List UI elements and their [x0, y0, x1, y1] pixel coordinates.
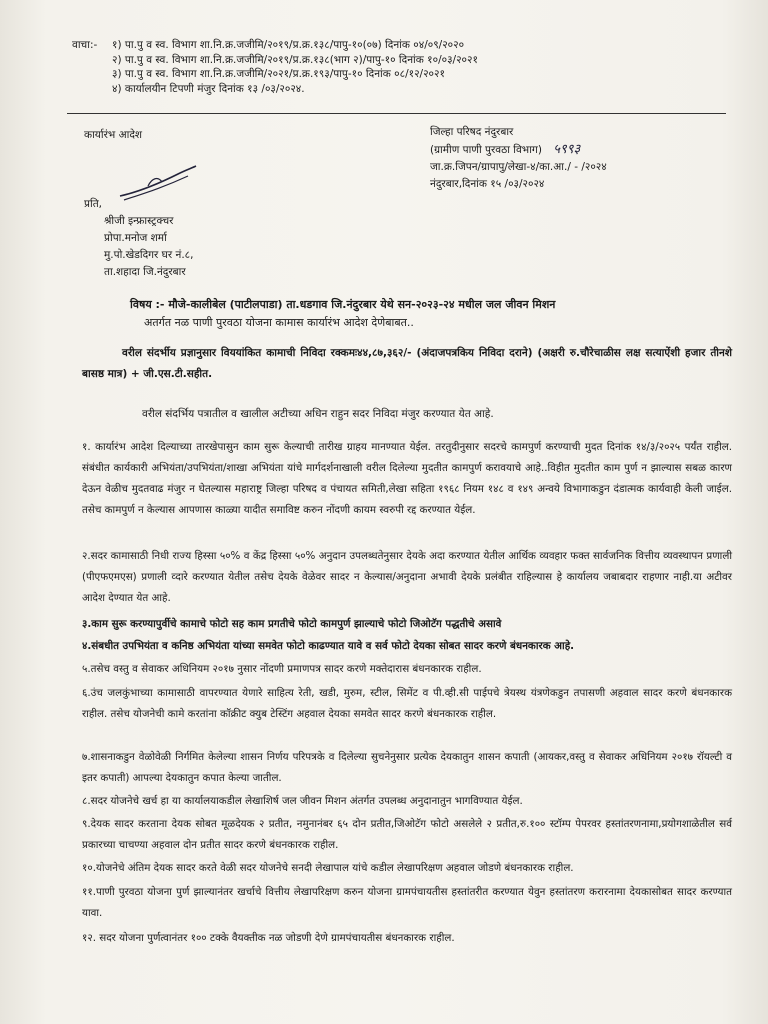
subject-line: विषय :- मौजे-कालीबेल (पाटीलपाडा) ता.धडगाव जि.नंदुरबार येथे सन-२०२३-२४ मधील जल जीवन मिशन [130, 298, 556, 311]
condition-item: ७.शासनाकडुन वेळोवेळी निर्गमित केलेल्या शासन निर्णय परिपत्रके व दिलेल्या सुचनेनुसार प्रत्येक देयकातुन शासन कपाती (आयकर,वस्तु व सेवाकर अधिनियम २०१७ रॉयल्टी व इतर कपाती) आपल्या देयकातुन कपात केल्या जातील. [82, 751, 732, 784]
condition-item: ८.सदर योजनेचे खर्च हा या कार्यालयाकडील लेखाशिर्ष जल जीवन मिशन अंतर्गत उपलब्ध अनुदानातुन भागविण्यात येईल. [82, 795, 523, 807]
condition-item: ५.तसेच वस्तु व सेवाकर अधिनियम २०१७ नुसार नोंदणी प्रमाणपत्र सादर करणे मक्तेदारास बंधनकारक राहील. [82, 663, 482, 675]
condition-item: १. कार्यारंभ आदेश दिल्याच्या तारखेपासुन काम सुरू केल्याची तारीख ग्राहय मानण्यात येईल. तरतुदीनुसार सदरचे कामपुर्ण करण्याची मुदत दिनांक १४/३/२०२५ पर्यंत राहील. संबंधीत कार्यकारी अभियंता/उपभियंता/शाखा अभियंता यांचे मार्गदर्शनाखाली वरील दिलेल्या मुदतीत कामपुर्ण करावयाचे आहे..विहीत मुदतीत काम पुर्ण न झाल्यास सबळ कारण देऊन वेळीच मुदतवाढ मंजुर न घेतल्यास महाराष्ट्र जिल्हा परिषद व पंचायत समिती,लेखा सहिता १९६८ नियम १४८ व १४९ अन्वये विभागाकडुन दंडात्मक कार्यवाही केली जाईल. तसेच कामपुर्ण न केल्यास आपणास काळ्या यादीत समाविष्ट करुन नोंदणी कायम स्वरुपी रद्द करण्यात येईल. [82, 441, 732, 516]
office-block [430, 124, 607, 193]
preamble-paragraph: वरील संदर्भिय पत्रातील व खालील अटीच्या अधिन राहुन सदर निविदा मंजुर करण्यात येत आहे. [142, 408, 494, 420]
reference-item: ४) कार्यालयीन टिपणी मंजुर दिनांक १३ /०३/२०२४. [112, 82, 305, 95]
recipient-line: मु.पो.खेडदिगर घर नं.८, [104, 249, 194, 261]
subject-line: अतर्गत नळ पाणी पुरवठा योजना कामास कार्यारंभ आदेश देणेबाबत.. [144, 316, 414, 329]
order-title: कार्यारंभ आदेश [84, 129, 143, 141]
condition-item: ४.संबधीत उपभियंता व कनिष्ठ अभियंता यांच्या समवेत फोटो काढण्यात यावे व सर्व फोटो देयका सोबत सादर करणे बंधनकारक आहे. [82, 640, 575, 652]
recipient-line: ता.शहादा जि.नंदुरबार [104, 266, 186, 278]
condition-item: २.सदर कामासाठी निधी राज्य हिस्सा ५०% व केंद्र हिस्सा ५०% अनुदान उपलब्धतेनुसार देयके अदा करण्यात येतील आर्थिक व्यवहार फक्त सार्वजनिक वित्तीय व्यवस्थापन प्रणाली (पीएफएमएस) प्रणाली व्दारे करण्यात येतील तसेच देयके वेळेवर सादर न केल्यास/अनुदाना अभावी देयके प्रलंबीत राहिल्यास हे कार्यालय जबाबदार राहणार नाही.या अटीवर आदेश देण्यात येत आहे. [82, 550, 732, 604]
handwritten-number: ५९९३ [553, 142, 581, 157]
condition-item: १०.योजनेचे अंतिम देयक सादर करते वेळी सदर योजनेचे सनदी लेखापाल यांचे कडील लेखापरिक्षण अहवाल जोडणे बंधनकारक राहील. [82, 862, 574, 874]
office-name: जिल्हा परिषद नंदुरबार [430, 126, 514, 138]
header-divider [67, 113, 726, 114]
recipient-line: श्रीजी इन्फ्रास्ट्रक्चर [104, 215, 174, 227]
reference-item: ३) पा.पु व स्व. विभाग शा.नि.क्र.जजीमि/२०२१/प्र.क्र.१९३/पापु-१० दिनांक ०८/१२/२०२१ [112, 68, 445, 80]
references-label: वाचा:- [72, 39, 98, 51]
condition-item: ६.उंच जलकुंभाच्या कामासाठी वापरण्यात येणारे साहित्य रेती, खडी, मुरुम, स्टील, सिमेंट व पी.व्ही.सी पाईपचे त्रेयस्थ यंत्रणेकडुन तपासणी अहवाल सादर करणे बंधनकारक राहील. तसेच योजनेची कामे करतांना कॉक्रीट क्युब टेस्टिंग अहवाल देयका समवेत सादर करणे बंधनकारक राहील. [82, 687, 732, 720]
references-list [112, 38, 478, 96]
condition-item: ११.पाणी पुरवठा योजना पुर्ण झाल्यानंतर खर्चाचे वित्तीय लेखापरिक्षण करुन योजना ग्रामपंचायतीस हस्तांतरीत करण्यात येवुन हस्तांतरण करारनामा देयकासोबत सादर करण्यात यावा. [82, 886, 732, 919]
condition-item: ३.काम सुरू करण्यापुर्वीचे कामाचे फोटो सह काम प्रगतीचे फोटो कामपुर्ण झाल्याचे फोटो जिओटॅग पद्धतीचे असावे [82, 618, 502, 630]
office-date: नंदुरबार,दिनांक १५ /०३/२०२४ [430, 178, 545, 190]
recipient-label: प्रति, [84, 198, 103, 210]
condition-item: १२. सदर योजना पुर्णत्वानंतर १०० टक्के वैयक्तीक नळ जोडणी देणे ग्रामपंचायतीस बंधनकारक राहील. [82, 932, 455, 944]
reference-item: २) पा.पु व स्व. विभाग शा.नि.क्र.जजीमि/२०१९/प्र.क्र.१३८(भाग २)/पापु-१० दिनांक १०/०३/२०२१ [112, 53, 478, 66]
reference-item: १) पा.पु व स्व. विभाग शा.नि.क्र.जजीमि/२०१९/प्र.क्र.१३८/पापु-१०(०७) दिनांक ०४/०९/२०२० [112, 39, 465, 51]
subject-block [130, 296, 555, 332]
condition-item: ९.देयक सादर करताना देयक सोबत मूळदेयक २ प्रतीत, नमुनानंबर ६५ दोन प्रतीत,जिओटॅग फोटो असलेले २ प्रतीत,रु.१०० स्टॉम्प पेपरवर हस्तांतरणनामा,प्रयोगशाळेतील सर्व प्रकारच्या चाचण्या अहवाल दोन प्रतीत सादर करणे बंधनकारक राहील. [82, 818, 732, 851]
office-reference-number: जा.क्र.जिपन/ग्रापापु/लेखा-४/का.आ./ - /२०२४ [430, 161, 607, 173]
recipient-line: प्रोपा.मनोज शर्मा [104, 232, 167, 244]
office-department: (ग्रामीण पाणी पुरवठा विभाग) ५९९३ [430, 142, 581, 157]
signature-scribble-icon [118, 164, 198, 204]
intro-paragraph: वरील संदर्भीय प्रज्ञानुसार विययांकित कामाची निविदा रक्कमः४४,८७,३६२/- (अंदाजपत्रकिय निविदा दराने) (अक्षरी रु.चौरेचाळीस लक्ष सत्याऐंशी हजार तीनशे बासष्ठ मात्र) + जी.एस.टी.सहीत. [82, 347, 732, 380]
